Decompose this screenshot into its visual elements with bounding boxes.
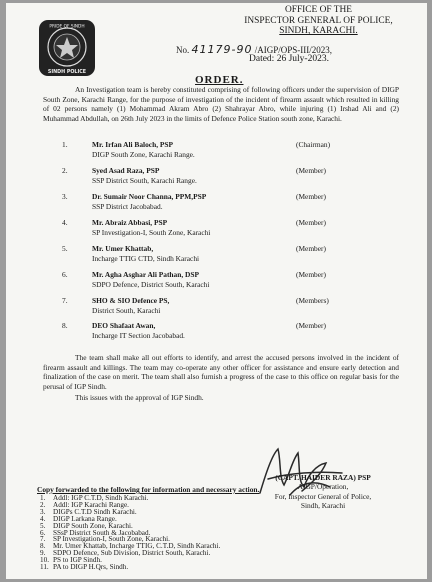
dated-line — [249, 54, 329, 64]
copy-num: 5. — [40, 521, 46, 530]
copy-text: DIGP South Zone, Karachi. — [53, 521, 133, 530]
member-designation: SDPO Defence, District South, Karachi — [92, 279, 210, 289]
copy-num: 7. — [40, 535, 46, 544]
copy-num: 9. — [40, 549, 46, 558]
copy-text: Addl: IGP C.T.D, Sindh Karachi. — [53, 494, 149, 502]
member-num: 1. — [62, 140, 68, 149]
copy-text: Mr. Umer Khattab, Incharge TTIG, C.T.D, Sindh Karachi. — [53, 542, 221, 551]
copy-num: 11. — [40, 563, 49, 572]
member-num: 2. — [62, 166, 68, 175]
member-num: 7. — [62, 296, 68, 305]
member-name: SHO & SIO Defence PS, — [92, 296, 170, 305]
copy-text: SP Investigation-I, South Zone, Karachi. — [53, 535, 170, 544]
member-role: (Member) — [296, 166, 326, 175]
signatory-line-2: AIGP/Operation, — [297, 482, 349, 492]
member-name: Mr. Agha Asghar Ali Pathan, DSP — [92, 270, 199, 279]
member-role: (Member) — [296, 218, 326, 227]
approval-line: This issues with the approval of IGP Sindh. — [75, 393, 204, 402]
office-line-2: INSPECTOR GENERAL OF POLICE, — [244, 15, 393, 26]
intro-paragraph: An Investigation team is hereby constituted comprising of following officers under the supervision of DIGP South Zone, Karachi Range, for the purpose of investigation of the incident of firearm assault which resulted in killing of 02 persons namely (1) Mohammad Akram Abro (2) Shahrayar Abro, while injuring (1) Irshad Ali and (2) Muhammad Abdullah, on 26th July 2023 in the limits of Defence Police Station south zone, Karachi. — [43, 85, 399, 123]
copy-text: Addl: IGP Karachi Range. — [53, 500, 129, 509]
signatory-line-4: Sindh, Karachi — [300, 500, 346, 510]
signatory-block — [248, 473, 398, 510]
copy-num: 1. — [40, 494, 46, 502]
member-name: Syed Asad Raza, PSP — [92, 166, 160, 175]
member-role: (Member) — [296, 270, 326, 279]
svg-text:SINDH POLICE: SINDH POLICE — [47, 70, 87, 75]
member-num: 5. — [62, 244, 68, 253]
copy-num: 6. — [40, 528, 46, 537]
member-name: Dr. Sumair Noor Channa, PPM,PSP — [92, 192, 207, 201]
member-designation: SSP District South, Karachi Range. — [92, 175, 197, 185]
svg-text:PRIDE OF SINDH: PRIDE OF SINDH — [49, 24, 85, 30]
member-designation: SP Investigation-I, South Zone, Karachi — [92, 227, 211, 237]
copy-forward-title: Copy forwarded to the following for information and necessary action. — [37, 485, 260, 494]
copy-num: 4. — [40, 514, 46, 523]
document-page — [6, 3, 427, 579]
office-header — [226, 5, 411, 37]
ref-number: 41179-90 — [191, 43, 253, 56]
copy-num: 8. — [40, 542, 46, 551]
copy-num: 2. — [40, 500, 46, 509]
member-role: (Chairman) — [296, 140, 331, 149]
copy-text: SSsP District South & Jacobabad. — [53, 528, 151, 537]
member-num: 6. — [62, 270, 68, 279]
member-name: Mr. Abraiz Abbasi, PSP — [92, 218, 168, 227]
member-role: (Members) — [296, 296, 329, 305]
copy-num: 10. — [40, 556, 49, 565]
dated-label: Dated: — [249, 54, 275, 64]
member-role: (Member) — [296, 321, 326, 330]
copy-text: PA to DIGP H.Qrs, Sindh. — [53, 563, 129, 572]
member-name: Mr. Umer Khattab, — [92, 244, 154, 253]
member-designation: DIGP South Zone, Karachi Range. — [92, 149, 195, 159]
dated-value: 26 July-2023. — [276, 54, 329, 64]
closing-paragraph: The team shall make all out efforts to identify, and arrest the accused persons involved in the incident of firearm assault and killings. The team may co-operate any other officer for assistance and ensure early detection and finalization of the case on merit. The team shall also furnish a progress of the case to this office on regular basis for the perusal of IGP Sindh. — [43, 353, 399, 391]
member-designation: SSP District Jacobabad. — [92, 201, 163, 211]
member-name: Mr. Irfan Ali Baloch, PSP — [92, 140, 174, 149]
copy-text: SDPO Defence, Sub Division, District South, Karachi. — [53, 549, 211, 558]
sindh-police-emblem — [38, 19, 96, 77]
member-role: (Member) — [296, 244, 326, 253]
signatory-name: (CAPT. HAIDER RAZA) PSP — [275, 473, 371, 482]
copy-list-item — [40, 564, 128, 571]
ref-suffix: /AIGP/OPS-III/2023, — [254, 45, 332, 55]
member-num: 8. — [62, 321, 68, 330]
copy-text: DIGPs C.T.D Sindh Karachi. — [53, 507, 137, 516]
member-num: 4. — [62, 218, 68, 227]
office-line-3: SINDH, KARACHI. — [279, 26, 358, 36]
copy-text: DIGP Larkana Range. — [53, 514, 117, 523]
member-name: DEO Shafaat Awan, — [92, 321, 156, 330]
office-line-1: OFFICE OF THE — [284, 5, 353, 15]
member-designation: Incharge TTIG CTD, Sindh Karachi — [92, 253, 200, 263]
copy-num: 3. — [40, 507, 46, 516]
signatory-line-3: For, Inspector General of Police, — [274, 491, 372, 501]
member-designation: District South, Karachi — [92, 305, 161, 315]
order-title: ORDER. — [195, 74, 244, 86]
copy-text: PS to IGP Sindh. — [53, 556, 102, 565]
member-designation: Incharge IT Section Jacobabad. — [92, 330, 185, 340]
member-role: (Member) — [296, 192, 326, 201]
member-num: 3. — [62, 192, 68, 201]
ref-prefix: No. — [176, 45, 190, 55]
